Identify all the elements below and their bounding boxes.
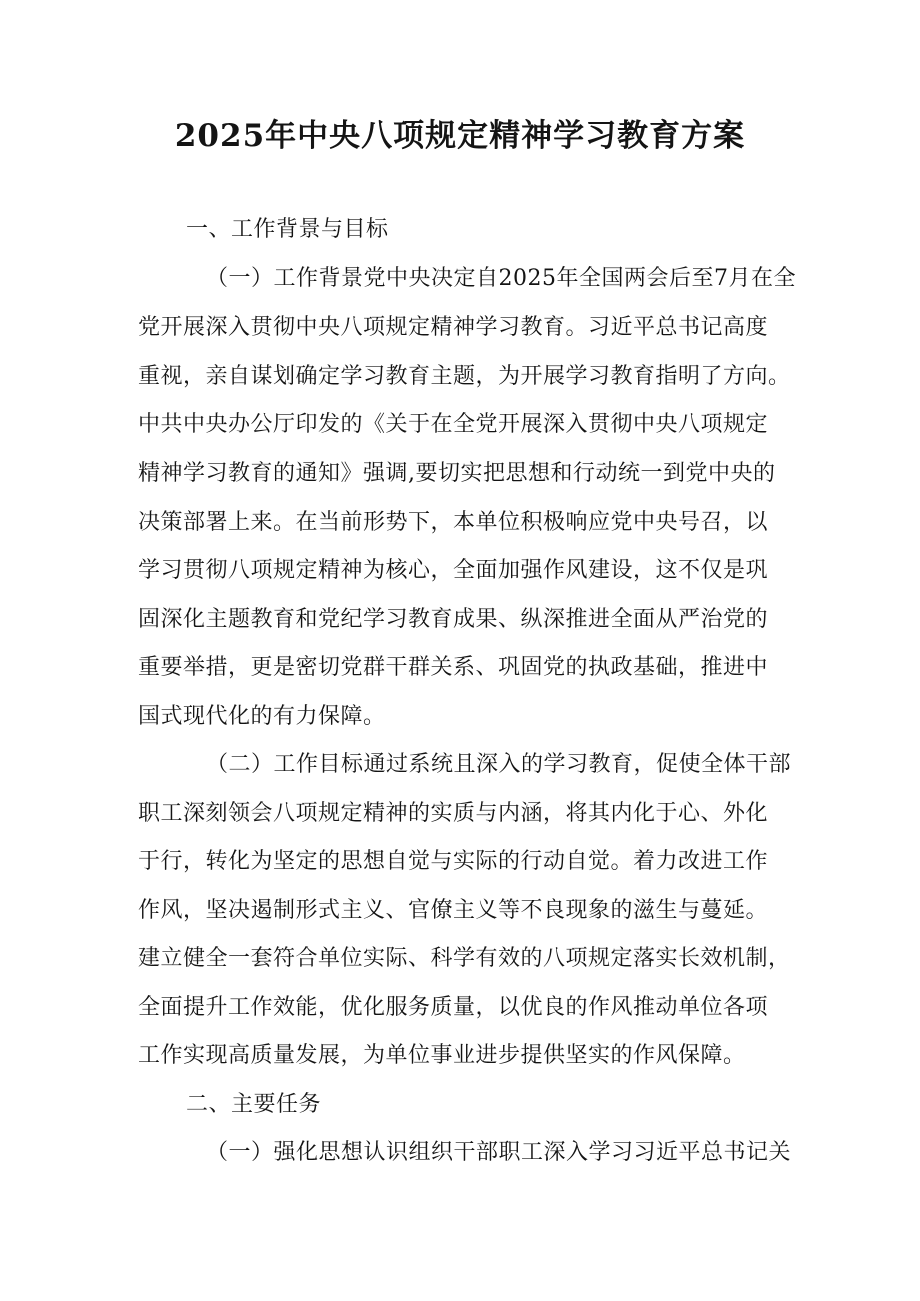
paragraph-line: 建立健全一套符合单位实际、科学有效的八项规定落实长效机制， bbox=[138, 946, 791, 971]
paragraph-line: （二）工作目标通过系统且深入的学习教育，促使全体干部 bbox=[206, 752, 792, 777]
paragraph-line: 党开展深入贯彻中央八项规定精神学习教育。习近平总书记高度 bbox=[138, 315, 769, 340]
paragraph-line: 决策部署上来。在当前形势下，本单位积极响应党中央号召，以 bbox=[138, 510, 769, 535]
paragraph-line: 重视，亲自谋划确定学习教育主题，为开展学习教育指明了方向。 bbox=[138, 364, 791, 389]
paragraph-line: 精神学习教育的通知》强调,要切实把思想和行动统一到党中央的 bbox=[138, 461, 776, 486]
paragraph-line: 作风，坚决遏制形式主义、官僚主义等不良现象的滋生与蔓延。 bbox=[138, 898, 769, 923]
paragraph-line: 全面提升工作效能，优化服务质量，以优良的作风推动单位各项 bbox=[138, 995, 769, 1020]
paragraph-line: 职工深刻领会八项规定精神的实质与内涵，将其内化于心、外化 bbox=[138, 801, 769, 826]
paragraph-line: 于行，转化为坚定的思想自觉与实际的行动自觉。着力改进工作 bbox=[138, 849, 769, 874]
paragraph-line: 国式现代化的有力保障。 bbox=[138, 704, 386, 729]
paragraph-line: 学习贯彻八项规定精神为核心，全面加强作风建设，这不仅是巩 bbox=[138, 558, 769, 583]
heading-1: 一、工作背景与目标 bbox=[186, 217, 389, 242]
heading-2: 二、主要任务 bbox=[186, 1092, 322, 1117]
paragraph-line: 固深化主题教育和党纪学习教育成果、纵深推进全面从严治党的 bbox=[138, 607, 769, 632]
document-title: 2025年中央八项规定精神学习教育方案 bbox=[174, 118, 746, 154]
paragraph-line: 中共中央办公厅印发的《关于在全党开展深入贯彻中央八项规定 bbox=[138, 412, 769, 437]
paragraph-line: 工作实现高质量发展，为单位事业进步提供坚实的作风保障。 bbox=[138, 1043, 746, 1068]
paragraph-line: （一）工作背景党中央决定自2025年全国两会后至7月在全 bbox=[206, 266, 796, 291]
paragraph-line: （一）强化思想认识组织干部职工深入学习习近平总书记关 bbox=[206, 1140, 792, 1165]
paragraph-line: 重要举措，更是密切党群干群关系、巩固党的执政基础，推进中 bbox=[138, 655, 769, 680]
